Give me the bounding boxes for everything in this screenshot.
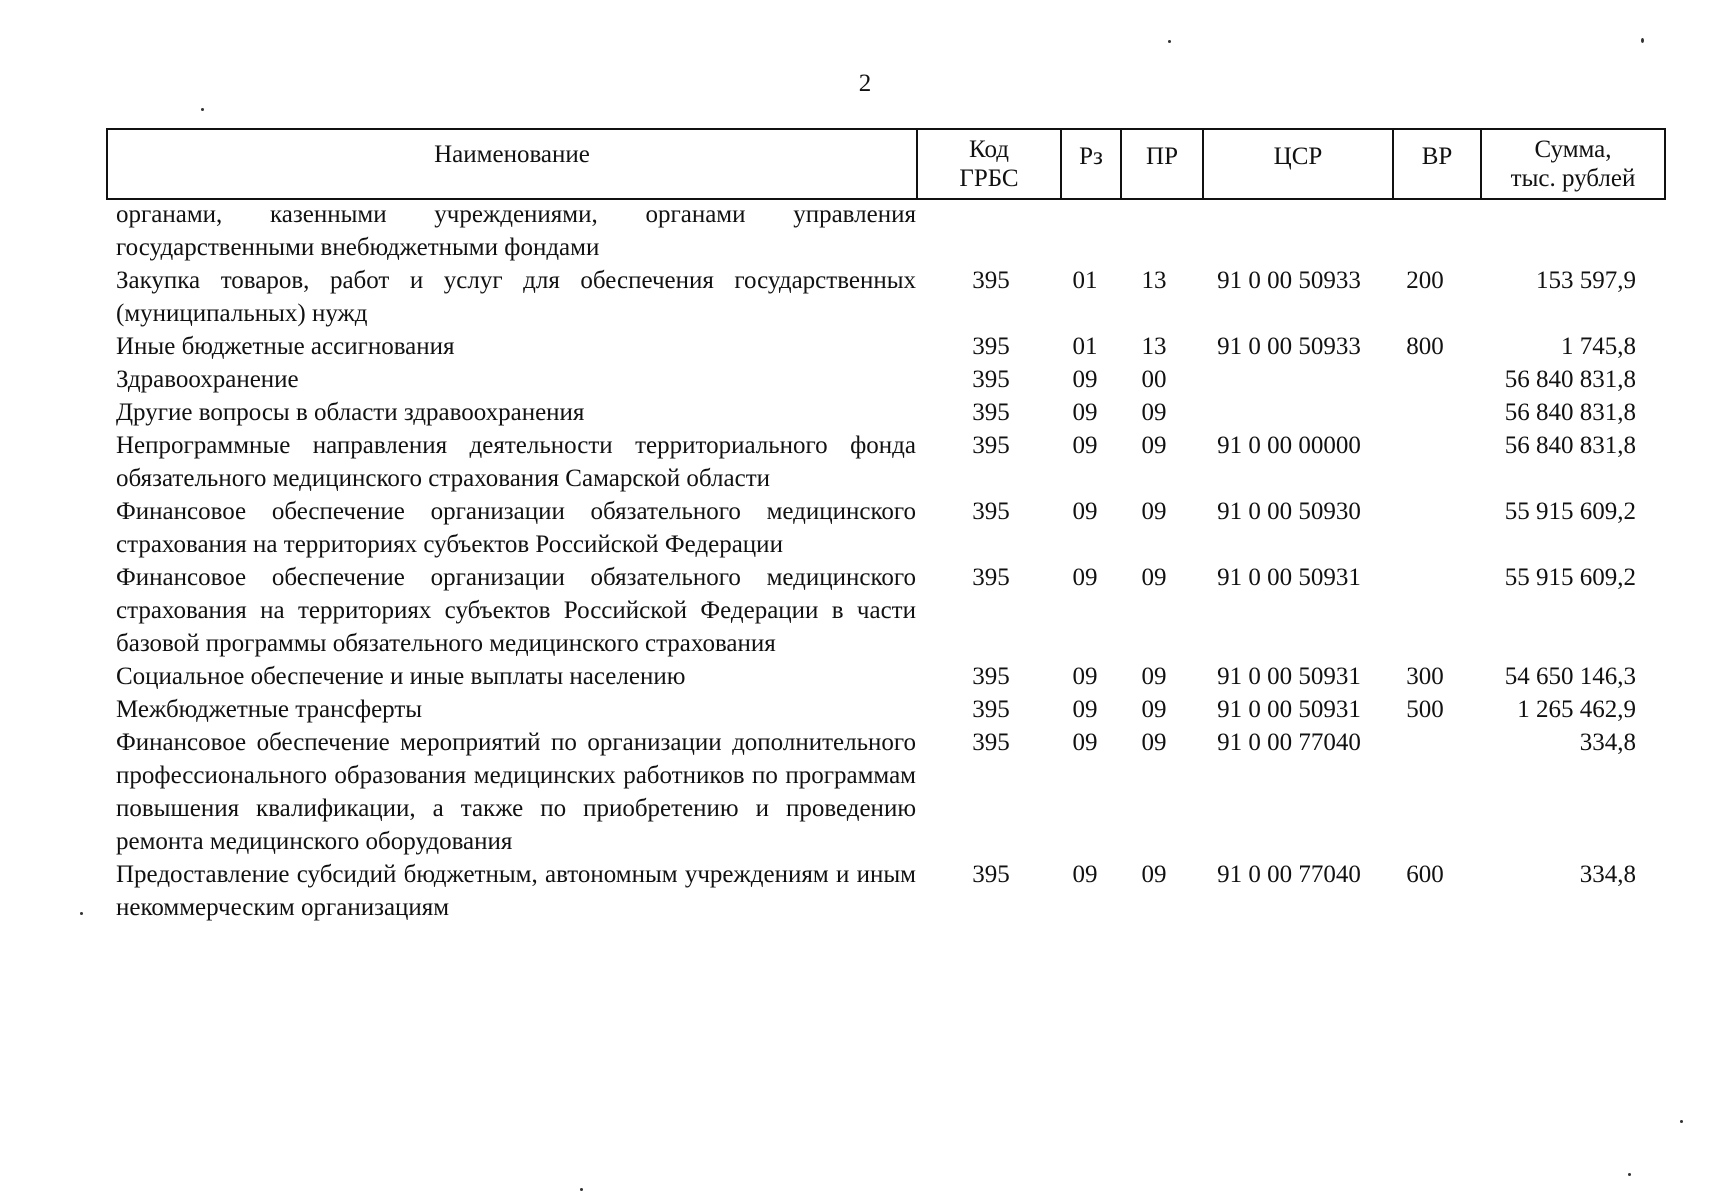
table-row <box>106 198 1666 264</box>
row-csr: 91 0 00 77040 <box>1217 861 1361 888</box>
row-csr: 91 0 00 50933 <box>1217 333 1361 360</box>
header-rz: Рз <box>1061 129 1121 199</box>
row-pr: 09 <box>1141 663 1167 690</box>
row-pr: 09 <box>1141 696 1167 723</box>
row-grbs: 395 <box>972 399 1010 426</box>
header-row <box>107 129 1665 199</box>
row-grbs: 395 <box>972 861 1010 888</box>
row-vr: 500 <box>1406 696 1444 723</box>
row-pr: 00 <box>1141 366 1167 393</box>
row-rz: 09 <box>1072 432 1098 459</box>
row-pr: 09 <box>1141 498 1167 525</box>
scan-speck <box>1628 1173 1631 1176</box>
table-row <box>106 561 1666 660</box>
row-grbs: 395 <box>972 498 1010 525</box>
scan-speck <box>1680 1120 1683 1123</box>
table-row <box>106 264 1666 330</box>
row-rz: 09 <box>1072 564 1098 591</box>
row-vr: 800 <box>1406 333 1444 360</box>
header-sum <box>1481 129 1665 199</box>
row-csr: 91 0 00 50931 <box>1217 663 1361 690</box>
row-rz: 01 <box>1072 333 1098 360</box>
table-row <box>106 693 1666 726</box>
header-grbs-line1: Код <box>969 136 1009 163</box>
row-rz: 09 <box>1072 861 1098 888</box>
scan-speck <box>1168 40 1171 43</box>
row-pr: 09 <box>1141 432 1167 459</box>
row-name: Другие вопросы в области здравоохранения <box>116 399 585 426</box>
row-vr: 200 <box>1406 267 1444 294</box>
row-sum: 1 745,8 <box>1561 333 1636 360</box>
row-sum: 56 840 831,8 <box>1504 432 1636 459</box>
header-sum-line1: Сумма, <box>1534 136 1612 163</box>
row-grbs: 395 <box>972 729 1010 756</box>
row-name: Финансовое обеспечение организации обязательного медицинского страхования на территориях субъектов Российской Федерации в части базовой программы обязательного медицинского страхования <box>116 564 916 657</box>
row-grbs: 395 <box>972 663 1010 690</box>
table-header <box>106 128 1666 200</box>
row-sum: 153 597,9 <box>1536 267 1636 294</box>
row-csr: 91 0 00 50931 <box>1217 564 1361 591</box>
header-vr: ВР <box>1393 129 1481 199</box>
header-sum-line2: тыс. рублей <box>1510 165 1636 192</box>
row-sum: 56 840 831,8 <box>1504 399 1636 426</box>
row-vr: 600 <box>1406 861 1444 888</box>
row-pr: 09 <box>1141 861 1167 888</box>
table-body <box>106 198 1666 924</box>
table-row <box>106 429 1666 495</box>
row-csr: 91 0 00 50930 <box>1217 498 1361 525</box>
header-grbs <box>917 129 1061 199</box>
header-csr: ЦСР <box>1203 129 1393 199</box>
row-name: Непрограммные направления деятельности территориального фонда обязательного медицинского страхования Самарской области <box>116 432 916 492</box>
row-rz: 01 <box>1072 267 1098 294</box>
row-pr: 13 <box>1141 267 1167 294</box>
scan-speck <box>201 108 204 111</box>
row-grbs: 395 <box>972 333 1010 360</box>
scan-speck <box>580 1188 583 1191</box>
row-name: Закупка товаров, работ и услуг для обеспечения государственных (муниципальных) нужд <box>116 267 916 327</box>
row-grbs: 395 <box>972 432 1010 459</box>
table-row <box>106 330 1666 363</box>
row-name: Финансовое обеспечение организации обязательного медицинского страхования на территориях субъектов Российской Федерации <box>116 498 916 558</box>
row-csr: 91 0 00 00000 <box>1217 432 1361 459</box>
row-sum: 54 650 146,3 <box>1504 663 1636 690</box>
row-pr: 09 <box>1141 399 1167 426</box>
page-number: 2 <box>858 70 872 97</box>
row-rz: 09 <box>1072 729 1098 756</box>
row-rz: 09 <box>1072 366 1098 393</box>
row-pr: 09 <box>1141 564 1167 591</box>
table-row <box>106 495 1666 561</box>
header-grbs-line2: ГРБС <box>959 165 1019 192</box>
row-csr: 91 0 00 50931 <box>1217 696 1361 723</box>
row-grbs: 395 <box>972 267 1010 294</box>
row-name: органами, казенными учреждениями, органами управления государственными внебюджетными фондами <box>116 201 916 261</box>
row-sum: 55 915 609,2 <box>1504 564 1636 591</box>
row-vr: 300 <box>1406 663 1444 690</box>
row-sum: 334,8 <box>1579 729 1636 756</box>
row-rz: 09 <box>1072 498 1098 525</box>
header-name: Наименование <box>107 129 917 199</box>
row-pr: 09 <box>1141 729 1167 756</box>
row-name: Здравоохранение <box>116 366 299 393</box>
table-row <box>106 858 1666 924</box>
row-name: Иные бюджетные ассигнования <box>116 333 455 360</box>
table-row <box>106 660 1666 693</box>
row-sum: 1 265 462,9 <box>1517 696 1636 723</box>
table-row <box>106 396 1666 429</box>
row-rz: 09 <box>1072 399 1098 426</box>
row-rz: 09 <box>1072 663 1098 690</box>
scan-speck <box>1641 38 1644 43</box>
row-pr: 13 <box>1141 333 1167 360</box>
table-row <box>106 726 1666 858</box>
header-pr: ПР <box>1121 129 1203 199</box>
row-sum: 55 915 609,2 <box>1504 498 1636 525</box>
table-row <box>106 363 1666 396</box>
row-name: Предоставление субсидий бюджетным, автономным учреждениям и иным некоммерческим организациям <box>116 861 916 921</box>
row-name: Социальное обеспечение и иные выплаты населению <box>116 663 686 690</box>
row-grbs: 395 <box>972 564 1010 591</box>
row-csr: 91 0 00 77040 <box>1217 729 1361 756</box>
row-grbs: 395 <box>972 696 1010 723</box>
row-grbs: 395 <box>972 366 1010 393</box>
row-csr: 91 0 00 50933 <box>1217 267 1361 294</box>
row-sum: 56 840 831,8 <box>1504 366 1636 393</box>
row-sum: 334,8 <box>1579 861 1636 888</box>
row-rz: 09 <box>1072 696 1098 723</box>
row-name: Межбюджетные трансферты <box>116 696 423 723</box>
scan-speck <box>80 912 83 915</box>
row-name: Финансовое обеспечение мероприятий по организации дополнительного профессионального образования медицинских работников по программам повышения квалификации, а также по приобретению и проведению ремонта медицинского оборудования <box>116 729 916 855</box>
